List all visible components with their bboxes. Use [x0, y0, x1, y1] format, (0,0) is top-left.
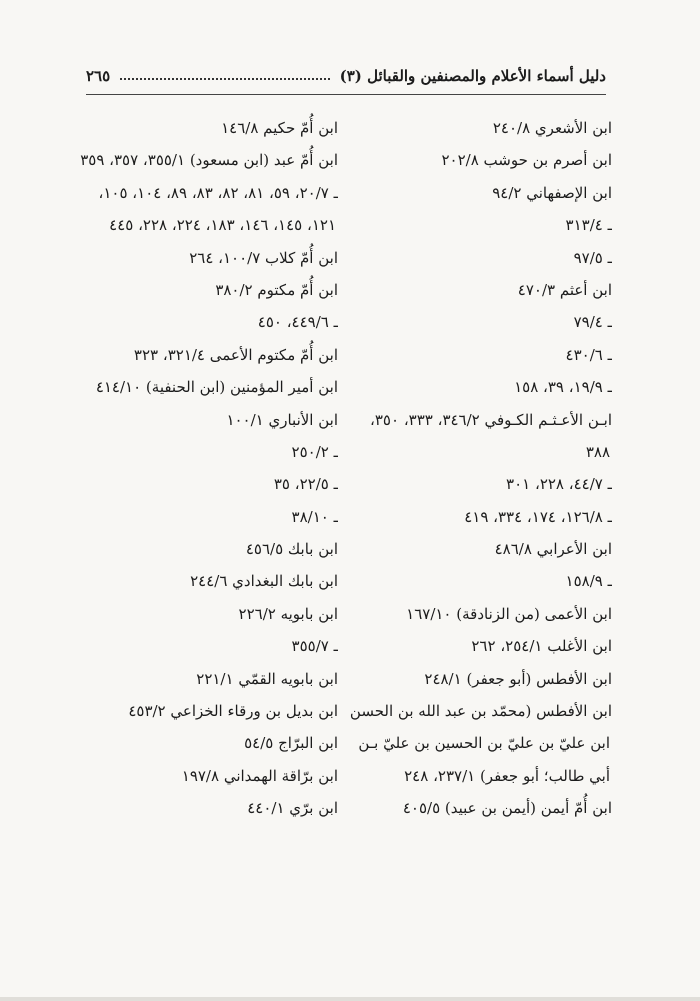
- index-entry: ابن أُمّ كلاب ١٠٠/٧، ٢٦٤: [189, 248, 338, 267]
- index-entry: ـ ٩٧/٥: [573, 248, 612, 267]
- index-entry: ابن الأفطس (أبو جعفر) ٢٤٨/١: [424, 669, 612, 688]
- index-entry: ابن أُمّ أيمن (أيمن بن عبيد) ٤٠٥/٥: [402, 799, 612, 818]
- header-rule: [86, 94, 606, 95]
- index-entry: ابـن الأعـثـم الكـوفي ٣٤٦/٢، ٣٣٣، ٣٥٠،: [370, 410, 612, 429]
- index-entry: ابن أصرم بن حوشب ٢٠٢/٨: [441, 151, 612, 170]
- index-entry-continuation: ١٢١، ١٤٥، ١٤٦، ١٨٣، ٢٢٤، ٢٢٨، ٤٤٥: [109, 216, 336, 235]
- index-entry-continuation: أبي طالب؛ أبو جعفر) ٢٣٧/١، ٢٤٨: [404, 766, 610, 785]
- index-entry: ـ ٢٠/٧، ٥٩، ٨١، ٨٢، ٨٣، ٨٩، ١٠٤، ١٠٥،: [98, 183, 338, 202]
- index-entry: ـ ٢٥٠/٢: [291, 442, 338, 461]
- index-entry: ابن بديل بن ورقاء الخزاعي ٤٥٣/٢: [128, 702, 338, 721]
- index-entry: ابن أُمّ عبد (ابن مسعود) ٣٥٥/١، ٣٥٧، ٣٥٩: [80, 151, 338, 170]
- index-entry: ابن الأفطس (محمّد بن عبد الله بن الحسن: [349, 702, 612, 721]
- index-entry: ابن بابويه القمّي ٢٢١/١: [196, 669, 338, 688]
- index-entry: ابن الأعمى (من الزنادقة) ١٦٧/١٠: [406, 604, 612, 623]
- index-entry: ابن الأنباري ١٠٠/١: [226, 410, 338, 429]
- index-entry: ـ ١٢٦/٨، ١٧٤، ٣٣٤، ٤١٩: [464, 507, 612, 526]
- leader-dots: [120, 72, 329, 80]
- index-entry: ابن أُمّ مكتوم ٣٨٠/٢: [215, 280, 338, 299]
- index-entry: ـ ٣١٣/٤: [565, 216, 612, 235]
- index-entry: ابن برّاقة الهمداني ١٩٧/٨: [181, 766, 338, 785]
- index-entry: ابن أُمّ مكتوم الأعمى ٣٢١/٤، ٣٢٣: [133, 345, 338, 364]
- index-entry: ابن الإصفهاني ٩٤/٢: [492, 183, 612, 202]
- index-entry: ابن الأغلب ٢٥٤/١، ٢٦٢: [471, 637, 612, 656]
- index-entry: ابن أُمّ حكيم ١٤٦/٨: [221, 119, 338, 137]
- index-column-left: [68, 112, 338, 825]
- running-title: دليل أسماء الأعلام والمصنفين والقبائل (٣): [339, 67, 606, 85]
- index-entry: ابن برّي ٤٤٠/١: [247, 799, 338, 818]
- page-bottom-edge: [0, 997, 700, 1001]
- index-entry: ـ ١٩/٩، ٣٩، ١٥٨: [514, 378, 612, 397]
- index-entry: ـ ٤٣٠/٦: [565, 345, 612, 364]
- index-entry: ـ ١٥٨/٩: [565, 572, 612, 591]
- index-entry: ابن بابك ٤٥٦/٥: [245, 540, 338, 559]
- index-entry: ـ ٢٢/٥، ٣٥: [273, 475, 338, 494]
- index-entry: ـ ٣٥٥/٧: [291, 637, 338, 656]
- index-entry: ابن البرّاج ٥٤/٥: [244, 734, 338, 753]
- index-entry-continuation: ابن عليّ بن عليّ بن الحسين بن عليّ بـن: [358, 734, 610, 753]
- index-entry-continuation: ٣٨٨: [585, 442, 610, 461]
- index-column-right: [332, 112, 612, 825]
- index-entry: ابن أمير المؤمنين (ابن الحنفية) ٤١٤/١٠: [95, 378, 338, 397]
- index-entry: ابن أعثم ٤٧٠/٣: [517, 280, 612, 299]
- index-entry: ابن بابك البغدادي ٢٤٤/٦: [190, 572, 338, 591]
- index-entry: ـ ٤٤٩/٦، ٤٥٠: [257, 313, 338, 332]
- index-entry: ـ ٧٩/٤: [573, 313, 612, 332]
- index-entry: ـ ٤٤/٧، ٢٢٨، ٣٠١: [506, 475, 612, 494]
- page-header: [86, 62, 606, 90]
- index-entry: ابن الأعرابي ٤٨٦/٨: [494, 540, 612, 559]
- index-entry: ـ ٣٨/١٠: [291, 507, 338, 526]
- index-entry: ابن بابويه ٢٢٦/٢: [238, 604, 338, 623]
- page-number: ٢٦٥: [86, 67, 111, 85]
- index-entry: ابن الأشعري ٢٤٠/٨: [492, 119, 612, 137]
